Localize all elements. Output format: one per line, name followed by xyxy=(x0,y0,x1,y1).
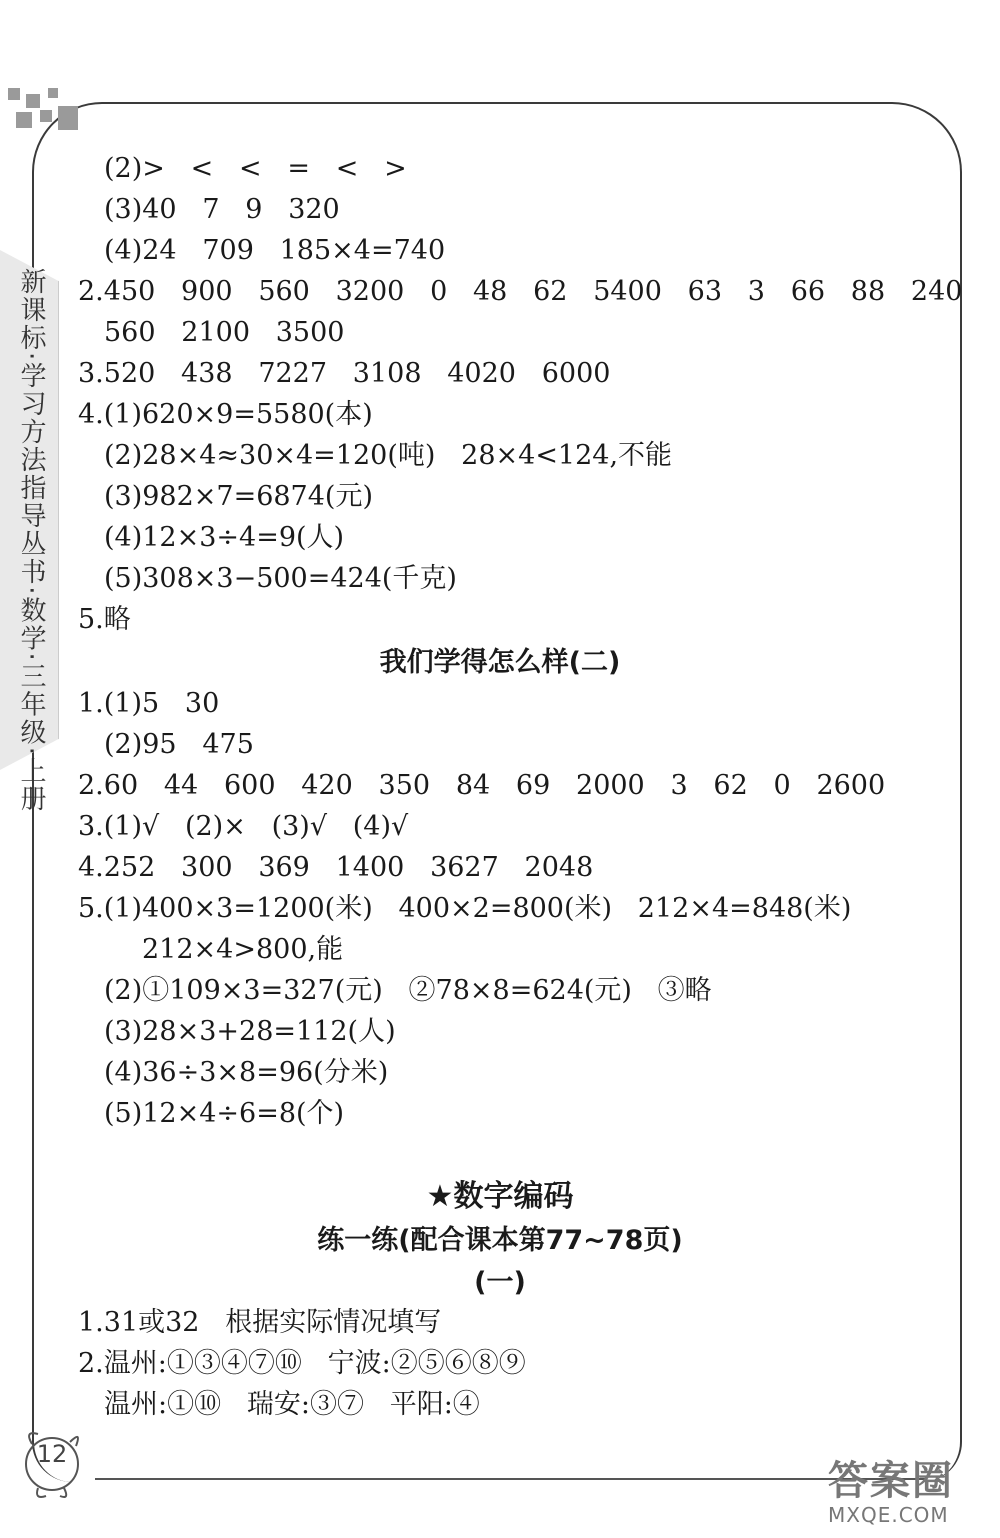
answer-line: (4)24 709 185×4=740 xyxy=(104,235,446,266)
answer-line: (3)40 7 9 320 xyxy=(104,194,340,225)
answer-line: 2.60 44 600 420 350 84 69 2000 3 62 0 2600 xyxy=(78,770,886,801)
answer-line: 1.31或32 根据实际情况填写 xyxy=(78,1307,442,1338)
watermark-url: MXQE.COM xyxy=(828,1503,949,1527)
section-part-label: (一) xyxy=(474,1267,526,1298)
answer-line: 4.(1)620×9=5580(本) xyxy=(78,399,373,430)
answer-line: 3.(1)√ (2)× (3)√ (4)√ xyxy=(78,811,409,842)
answer-line: (5)308×3−500=424(千克) xyxy=(104,563,457,594)
section-heading: ★数字编码 xyxy=(426,1179,574,1214)
section-subheading: 练一练(配合课本第77~78页) xyxy=(317,1225,683,1256)
answer-line: (5)12×4÷6=8(个) xyxy=(104,1098,345,1129)
answer-line: (3)982×7=6874(元) xyxy=(104,481,373,512)
answer-line: 3.520 438 7227 3108 4020 6000 xyxy=(78,358,611,389)
answer-line: (2)①109×3=327(元) ②78×8=624(元) ③略 xyxy=(104,975,712,1006)
answer-line: (2)> < < = < > xyxy=(104,153,407,184)
section-heading: 我们学得怎么样(二) xyxy=(379,647,621,678)
answer-line: 5.(1)400×3=1200(米) 400×2=800(米) 212×4=848(米) xyxy=(78,893,852,924)
spine-title: 新课标·学习方法指导丛书·数学·三年级·上册 xyxy=(16,268,46,814)
answer-line: (2)95 475 xyxy=(104,729,254,760)
answer-line: (3)28×3+28=112(人) xyxy=(104,1016,396,1047)
answer-line: (4)12×3÷4=9(人) xyxy=(104,522,345,553)
answer-line: 1.(1)5 30 xyxy=(78,688,220,719)
answer-line: 2.450 900 560 3200 0 48 62 5400 63 3 66 88 240 xyxy=(78,276,963,307)
answer-line: (2)28×4≈30×4=120(吨) 28×4<124,不能 xyxy=(104,440,673,471)
answer-line: 560 2100 3500 xyxy=(104,317,345,348)
answer-line: (4)36÷3×8=96(分米) xyxy=(104,1057,389,1088)
answer-line: 2.温州:①③④⑦⑩ 宁波:②⑤⑥⑧⑨ xyxy=(78,1348,526,1379)
watermark-main: 答案圈 xyxy=(828,1458,954,1504)
answer-line: 4.252 300 369 1400 3627 2048 xyxy=(78,852,594,883)
answer-line: 212×4>800,能 xyxy=(142,934,344,965)
footer-rule xyxy=(95,1478,925,1480)
answer-line: 5.略 xyxy=(78,604,131,635)
corner-decoration xyxy=(8,88,78,138)
answer-line: 温州:①⑩ 瑞安:③⑦ 平阳:④ xyxy=(104,1389,480,1420)
watermark-logo xyxy=(828,1458,978,1526)
page-number: 12 xyxy=(36,1440,68,1468)
